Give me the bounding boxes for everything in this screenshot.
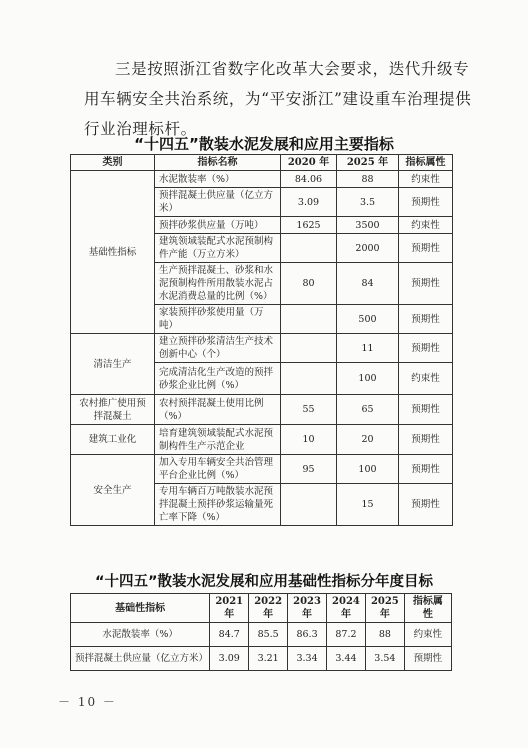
header-2025b: 2025 年 — [365, 594, 404, 623]
year-value-cell: 3.21 — [249, 647, 288, 671]
indicator-name-cell: 建筑领域装配式水泥预制构件产能（万立方米） — [155, 234, 281, 263]
indicator-name-cell: 建立预拌砂浆清洁生产技术创新中心（个） — [155, 334, 281, 363]
header-basic-indicator: 基础性指标 — [71, 594, 210, 623]
indicator-name-cell: 预拌混凝土供应量（亿立方米） — [71, 647, 210, 671]
value-2025-cell: 84 — [337, 263, 399, 305]
year-value-cell: 85.5 — [249, 623, 288, 647]
year-value-cell: 3.34 — [288, 647, 327, 671]
category-cell: 基础性指标 — [71, 171, 155, 334]
table-row — [71, 647, 452, 671]
attribute-cell: 预期性 — [399, 395, 453, 425]
category-cell: 农村推广使用预拌混凝土 — [71, 395, 155, 425]
attribute-cell: 约束性 — [404, 623, 451, 647]
value-2025-cell: 100 — [337, 363, 399, 395]
table-row — [71, 455, 453, 484]
header-attribute: 指标属性 — [399, 155, 453, 171]
value-2020-cell — [281, 234, 337, 263]
header-2025: 2025 年 — [337, 155, 399, 171]
attribute-cell: 约束性 — [399, 217, 453, 234]
attribute-cell: 预期性 — [399, 455, 453, 484]
table-row — [71, 425, 453, 455]
body-paragraph: 三是按照浙江省数字化改革大会要求，迭代升级专用车辆安全共治系统，为“平安浙江”建设重车治理提供行业治理标杆。 — [84, 60, 472, 138]
value-2025-cell: 3.5 — [337, 188, 399, 217]
value-2025-cell: 88 — [337, 171, 399, 188]
year-value-cell: 3.54 — [365, 647, 404, 671]
header-2024: 2024 年 — [327, 594, 366, 623]
value-2025-cell: 15 — [337, 484, 399, 526]
indicator-name-cell: 水泥散装率（%） — [155, 171, 281, 188]
header-indicator-name: 指标名称 — [155, 155, 281, 171]
table1-title: “十四五”散装水泥发展和应用主要指标 — [134, 135, 394, 153]
annual-targets-table — [70, 593, 452, 671]
value-2020-cell: 10 — [281, 425, 337, 455]
year-value-cell: 88 — [365, 623, 404, 647]
indicator-name-cell: 生产预拌混凝土、砂浆和水泥预制构件所用散装水泥占水泥消费总量的比例（%） — [155, 263, 281, 305]
page-number: － 10 － — [58, 695, 117, 709]
value-2025-cell: 500 — [337, 305, 399, 334]
value-2020-cell — [281, 484, 337, 526]
attribute-cell: 预期性 — [404, 647, 451, 671]
value-2025-cell: 3500 — [337, 217, 399, 234]
table-row — [71, 334, 453, 363]
indicator-name-cell: 加入专用车辆安全共治管理平台企业比例（%） — [155, 455, 281, 484]
indicator-name-cell: 水泥散装率（%） — [71, 623, 210, 647]
header-category: 类别 — [71, 155, 155, 171]
attribute-cell: 预期性 — [399, 263, 453, 305]
indicator-name-cell: 家装预拌砂浆使用量（万吨） — [155, 305, 281, 334]
value-2025-cell: 65 — [337, 395, 399, 425]
indicator-name-cell: 完成清洁化生产改造的预拌砂浆企业比例（%） — [155, 363, 281, 395]
table1-header-row — [71, 155, 453, 171]
value-2020-cell: 3.09 — [281, 188, 337, 217]
value-2020-cell — [281, 305, 337, 334]
category-cell: 建筑工业化 — [71, 425, 155, 455]
header-2021: 2021 年 — [210, 594, 249, 623]
value-2025-cell: 20 — [337, 425, 399, 455]
indicator-name-cell: 专用车辆百万吨散装水泥预拌混凝土预拌砂浆运输量死亡率下降（%） — [155, 484, 281, 526]
header-2022: 2022 年 — [249, 594, 288, 623]
year-value-cell: 3.44 — [327, 647, 366, 671]
value-2020-cell: 55 — [281, 395, 337, 425]
table2-header-row — [71, 594, 452, 623]
year-value-cell: 86.3 — [288, 623, 327, 647]
indicator-name-cell: 培育建筑领域装配式水泥预制构件生产示范企业 — [155, 425, 281, 455]
indicator-name-cell: 预拌砂浆供应量（万吨） — [155, 217, 281, 234]
indicator-name-cell: 预拌混凝土供应量（亿立方米） — [155, 188, 281, 217]
attribute-cell: 预期性 — [399, 425, 453, 455]
value-2020-cell — [281, 334, 337, 363]
attribute-cell: 约束性 — [399, 171, 453, 188]
attribute-cell: 预期性 — [399, 334, 453, 363]
header-attribute-b: 指标属性 — [404, 594, 451, 623]
year-value-cell: 84.7 — [210, 623, 249, 647]
attribute-cell: 预期性 — [399, 234, 453, 263]
indicator-name-cell: 农村预拌混凝土使用比例（%） — [155, 395, 281, 425]
table-row — [71, 623, 452, 647]
main-indicators-table — [70, 154, 453, 526]
value-2025-cell: 2000 — [337, 234, 399, 263]
table-row — [71, 395, 453, 425]
attribute-cell: 约束性 — [399, 363, 453, 395]
value-2020-cell: 80 — [281, 263, 337, 305]
value-2020-cell: 1625 — [281, 217, 337, 234]
header-2023: 2023 年 — [288, 594, 327, 623]
table2-title: “十四五”散装水泥发展和应用基础性指标分年度目标 — [94, 574, 434, 590]
table1-body — [71, 171, 453, 526]
attribute-cell: 预期性 — [399, 484, 453, 526]
year-value-cell: 3.09 — [210, 647, 249, 671]
value-2020-cell: 95 — [281, 455, 337, 484]
header-2020: 2020 年 — [281, 155, 337, 171]
value-2025-cell: 11 — [337, 334, 399, 363]
table2-body — [71, 623, 452, 671]
category-cell: 清洁生产 — [71, 334, 155, 395]
table-row — [71, 171, 453, 188]
value-2025-cell: 100 — [337, 455, 399, 484]
value-2020-cell — [281, 363, 337, 395]
category-cell: 安全生产 — [71, 455, 155, 526]
year-value-cell: 87.2 — [327, 623, 366, 647]
value-2020-cell: 84.06 — [281, 171, 337, 188]
attribute-cell: 预期性 — [399, 188, 453, 217]
attribute-cell: 预期性 — [399, 305, 453, 334]
